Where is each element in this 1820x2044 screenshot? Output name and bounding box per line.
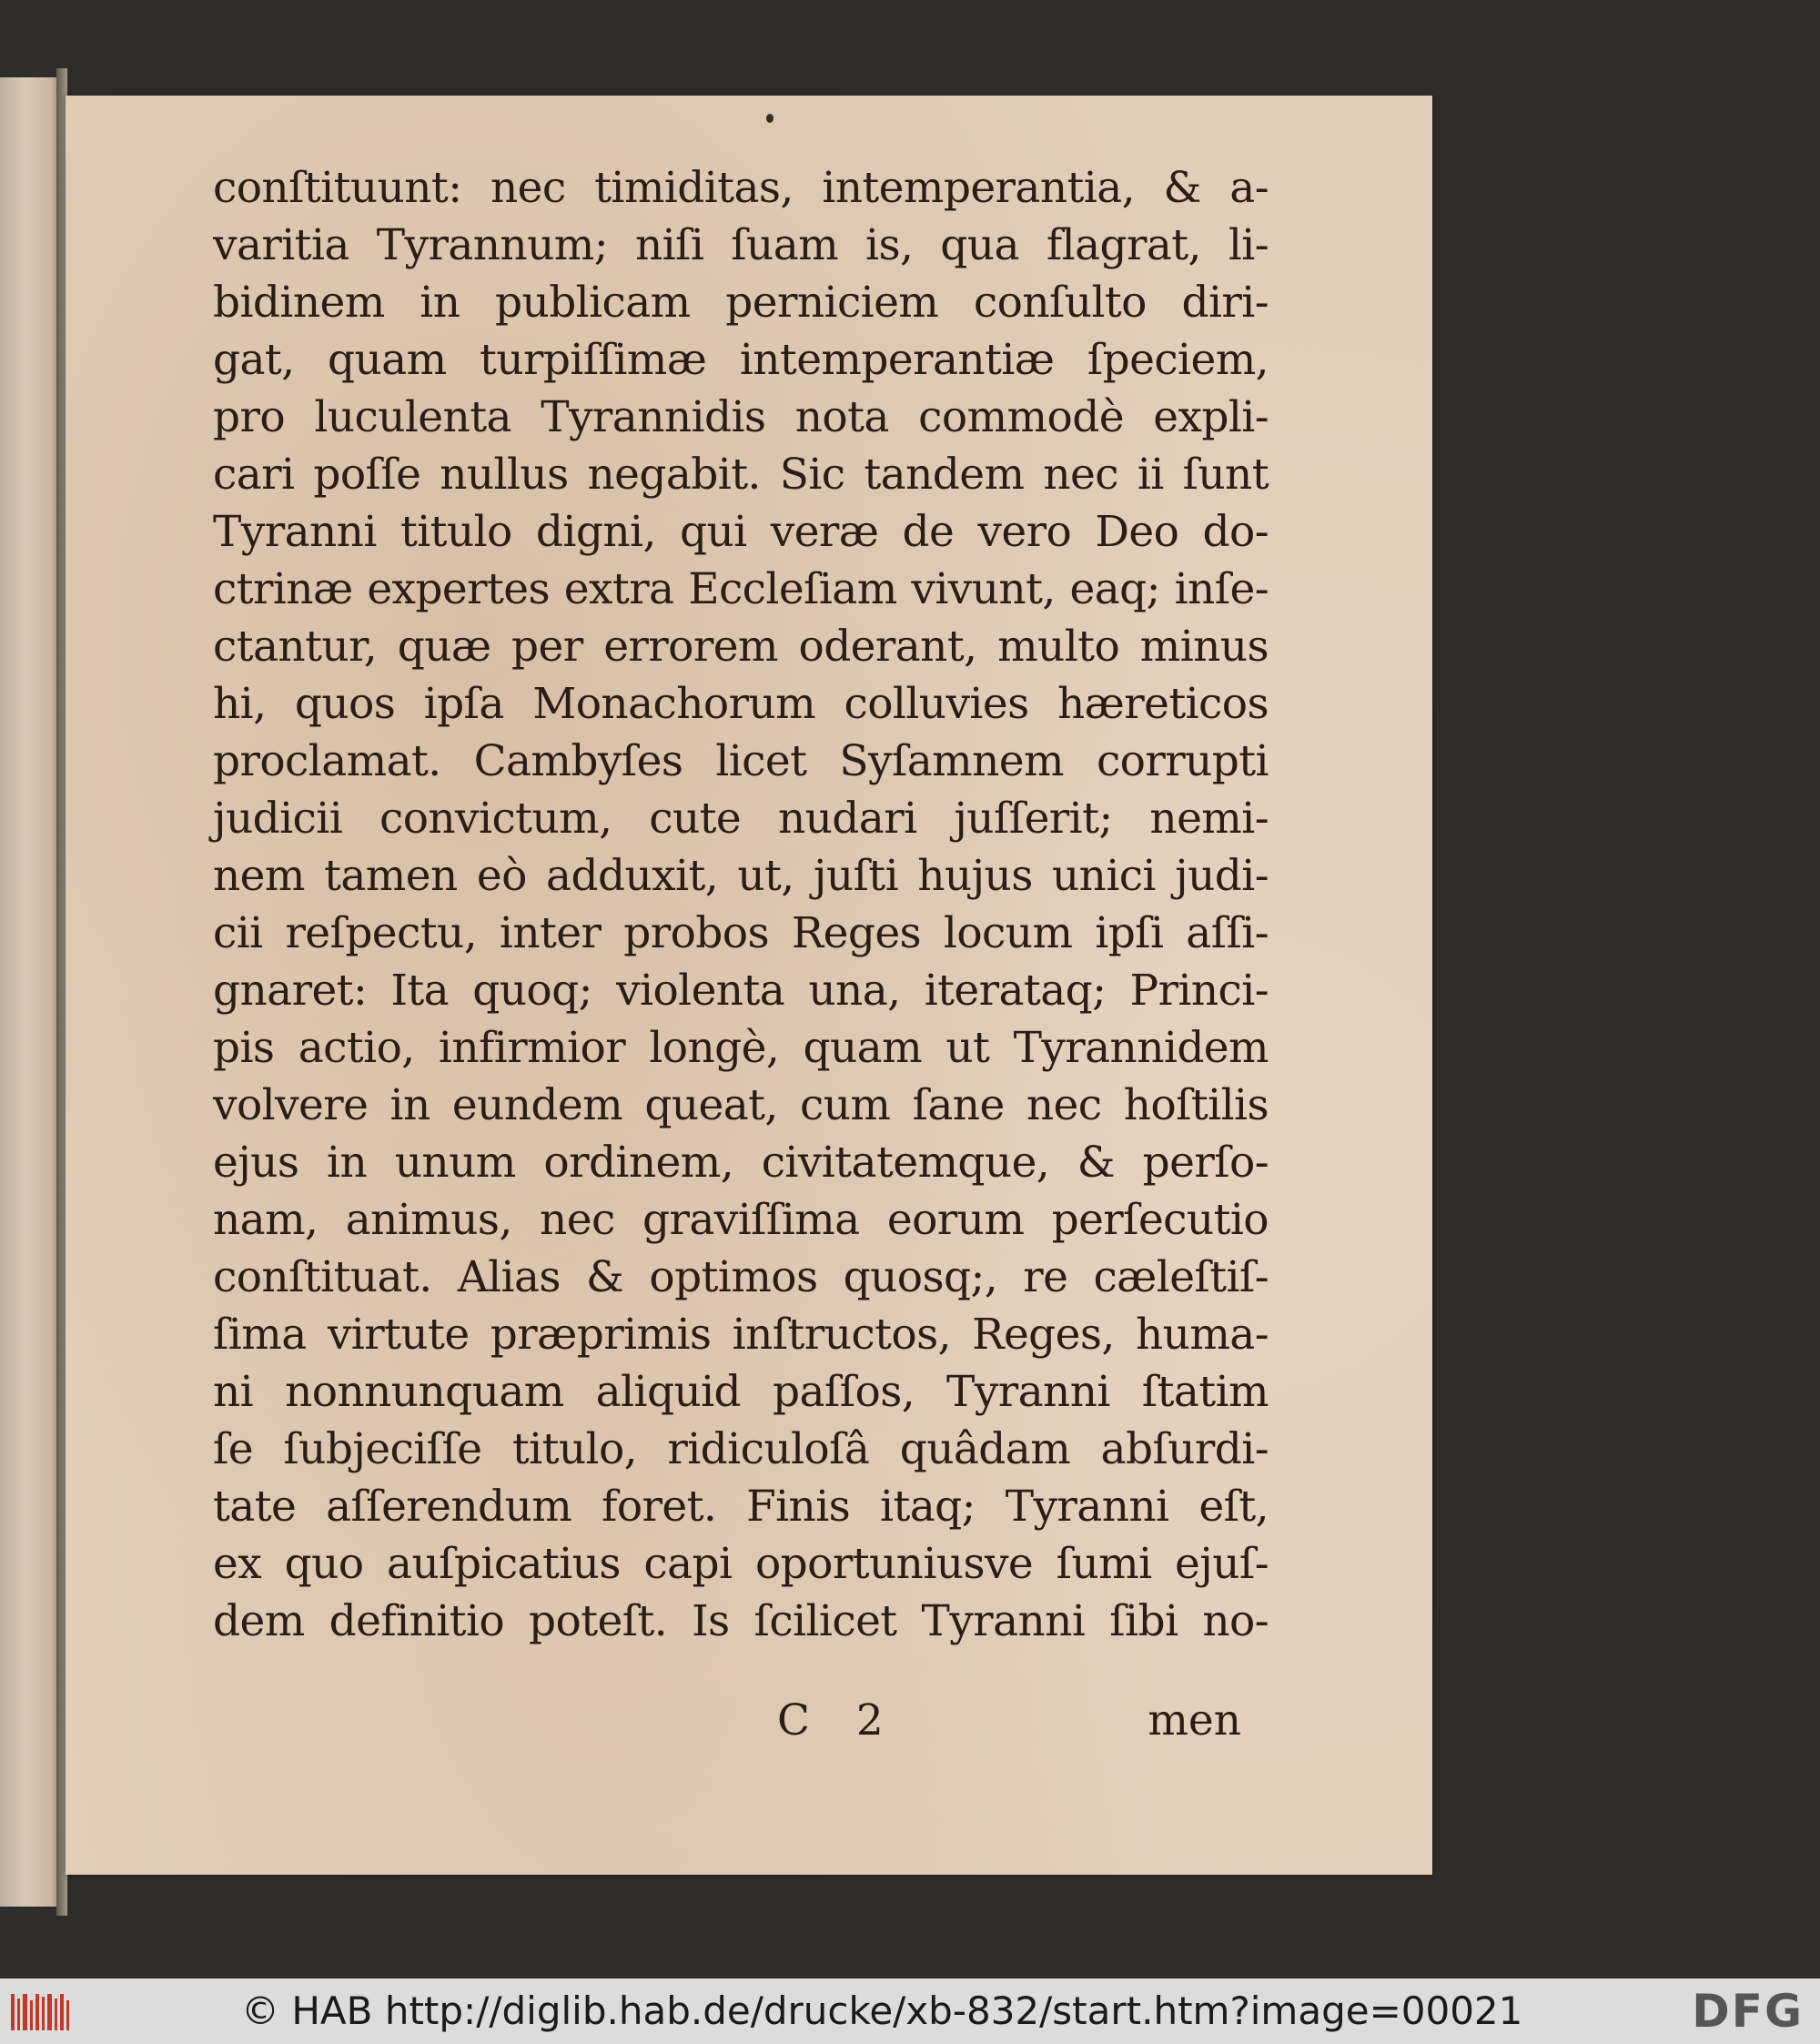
- text-line: pro luculenta Tyrannidis nota commodè expli-: [213, 392, 1269, 442]
- text-line: ſima virtute præprimis inſtructos, Reges, huma-: [213, 1310, 1269, 1360]
- text-line: judicii convictum, cute nudari juſſerit; nemi-: [213, 794, 1269, 844]
- text-line: Tyranni titulo digni, qui veræ de vero Deo do-: [213, 507, 1269, 557]
- text-line: dem definitio poteſt. Is ſcilicet Tyranni ſibi no-: [213, 1596, 1269, 1646]
- text-line: ctrinæ expertes extra Eccleſiam vivunt, eaq; inſe-: [213, 564, 1269, 614]
- text-line: gat, quam turpiſſimæ intemperantiæ ſpeciem,: [213, 335, 1269, 385]
- book-page: [66, 96, 1432, 1875]
- text-line: ſe ſubjeciſſe titulo, ridiculoſâ quâdam abſurdi-: [213, 1424, 1269, 1474]
- catchword: men: [1148, 1695, 1241, 1745]
- page-footer: [213, 1695, 1241, 1753]
- text-line: pis actio, infirmior longè, quam ut Tyrannidem: [213, 1023, 1269, 1073]
- text-line: ctantur, quæ per errorem oderant, multo minus: [213, 622, 1269, 672]
- text-line: cari poſſe nullus negabit. Sic tandem nec ii ſunt: [213, 450, 1269, 500]
- text-line: nem tamen eò adduxit, ut, juſti hujus unici judi-: [213, 851, 1269, 901]
- text-line: ni nonnunquam aliquid paſſos, Tyranni ſtatim: [213, 1367, 1269, 1417]
- dfg-logo: DFG: [1692, 1985, 1804, 2038]
- credit-bar: [0, 1978, 1820, 2044]
- text-line: hi, quos ipſa Monachorum colluvies hæreticos: [213, 679, 1269, 729]
- credit-text: © HAB http://diglib.hab.de/drucke/xb-832/start.htm?image=00021: [241, 1988, 1523, 2033]
- barcode-logo-icon: [9, 1989, 73, 2035]
- signature-mark: C 2: [777, 1695, 900, 1745]
- page-text-block: [213, 159, 1269, 1650]
- text-line: cii reſpectu, inter probos Reges locum ipſi aſſi-: [213, 908, 1269, 958]
- text-line: conſtituat. Alias & optimos quosq;, re cæleſtiſ-: [213, 1252, 1269, 1302]
- text-line: tate aſſerendum foret. Finis itaq; Tyranni eſt,: [213, 1482, 1269, 1532]
- left-page-edge: [0, 77, 64, 1907]
- text-line: gnaret: Ita quoq; violenta una, iterataq; Princi-: [213, 966, 1269, 1016]
- text-line: varitia Tyrannum; niſi ſuam is, qua flagrat, li-: [213, 220, 1269, 270]
- text-line: proclamat. Cambyſes licet Syſamnem corrupti: [213, 736, 1269, 786]
- text-line: conſtituunt: nec timiditas, intemperantia, & a-: [213, 163, 1269, 213]
- text-line: volvere in eundem queat, cum ſane nec hoſtilis: [213, 1080, 1269, 1130]
- head-ornament-mark: [766, 114, 774, 123]
- text-line: ejus in unum ordinem, civitatemque, & perſo-: [213, 1138, 1269, 1188]
- text-line: bidinem in publicam perniciem conſulto diri-: [213, 278, 1269, 328]
- text-line: nam, animus, nec graviſſima eorum perſecutio: [213, 1195, 1269, 1245]
- text-line: ex quo auſpicatius capi oportuniusve ſumi ejuſ-: [213, 1539, 1269, 1589]
